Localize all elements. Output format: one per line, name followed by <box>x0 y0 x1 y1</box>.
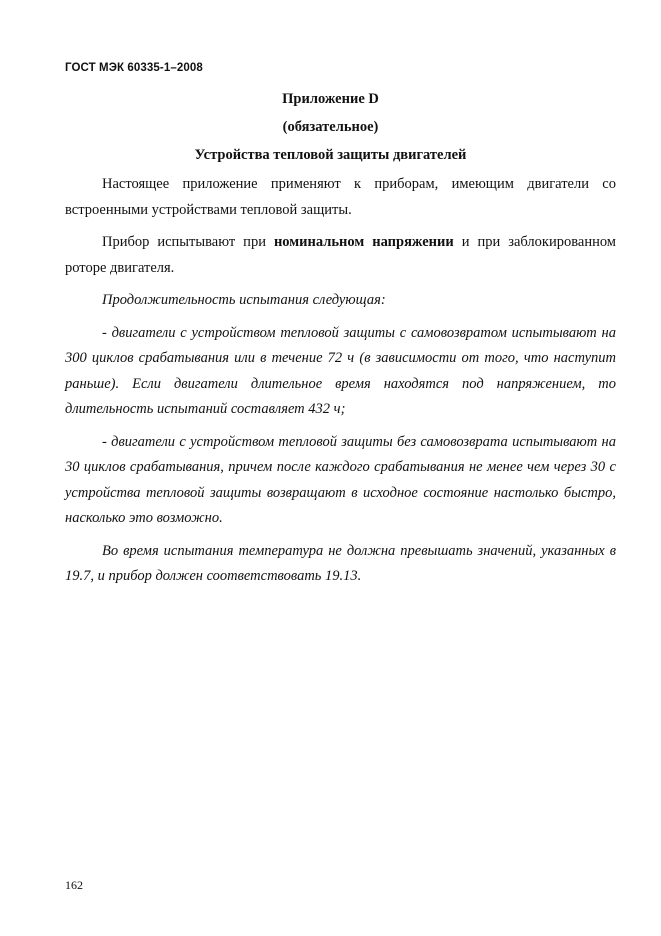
paragraph-self-resetting: - двигатели с устройством тепловой защиты с самовозвратом испытывают на 300 циклов срабатывания или в течение 72 ч (в зависимости от того, что наступит раньше). Если двигатели длительное время находятся под напряжением, то длительность испытаний составляет 432 ч; <box>65 324 616 417</box>
test-conditions-text-end: и при заблокированном роторе двигателя. <box>65 234 616 276</box>
paragraph-non-self-resetting: - двигатели с устройством тепловой защиты без самовозврата испытывают на 30 циклов срабатывания, причем после каждого срабатывания не менее чем через 30 с устройства тепловой защиты возвращают в исходное состояние настолько быстро, насколько это возможно. <box>65 433 616 526</box>
paragraph-temperature-requirement: Во время испытания температура не должна превышать значений, указанных в 19.7, и прибор должен соответствовать 19.13. <box>65 542 616 584</box>
page-number: 162 <box>65 878 83 892</box>
paragraph-duration-intro: Продолжительность испытания следующая: <box>102 292 386 308</box>
rated-voltage-term: номинальном напряжении <box>273 234 454 250</box>
annex-title: Приложение D <box>282 91 379 107</box>
test-conditions-text-start: Прибор испытывают при <box>102 234 274 250</box>
paragraph-scope: Настоящее приложение применяют к приборам, имеющим двигатели со встроенными устройствами тепловой защиты. <box>65 176 616 218</box>
annex-status: (обязательное) <box>282 119 379 135</box>
paragraph-test-conditions <box>65 230 616 281</box>
annex-heading: Устройства тепловой защиты двигателей <box>194 147 467 163</box>
document-body <box>65 172 616 597</box>
document-code: ГОСТ МЭК 60335-1–2008 <box>65 62 203 74</box>
